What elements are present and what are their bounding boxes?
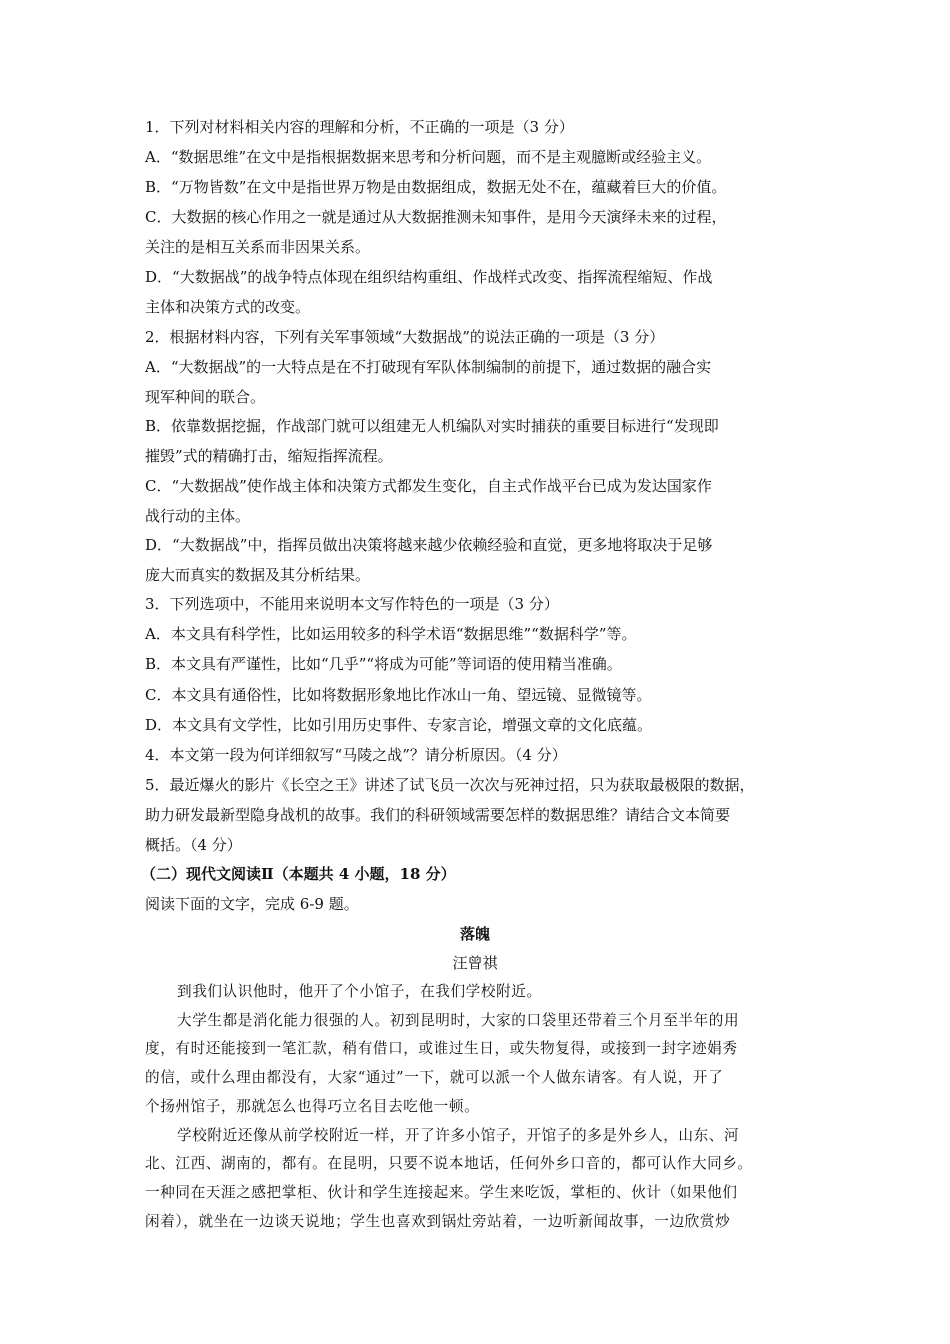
q2-option-a-line2: 现军种间的联合。 (145, 388, 266, 406)
q1-option-d-line2: 主体和决策方式的改变。 (145, 298, 311, 316)
q1-option-b: B．“万物皆数”在文中是指世界万物是由数据组成，数据无处不在，蕴藏着巨大的价值。 (145, 178, 727, 196)
paragraph-line: 的信，或什么理由都没有，大家“通过”一下，就可以派一个人做东请客。有人说，开了 (145, 1069, 724, 1086)
q1-option-a: A．“数据思维”在文中是指根据数据来思考和分析问题，而不是主观臆断或经验主义。 (145, 148, 712, 166)
q2-option-d-line2: 庞大而真实的数据及其分析结果。 (145, 566, 371, 584)
paragraph-line: 大学生都是消化能力很强的人。初到昆明时，大家的口袋里还带着三个月至半年的用 (177, 1012, 740, 1029)
reading-instruction: 阅读下面的文字，完成 6-9 题。 (145, 895, 359, 913)
q1-stem: 1．下列对材料相关内容的理解和分析，不正确的一项是（3 分） (145, 118, 574, 136)
q2-option-c-line1: C．“大数据战”使作战主体和决策方式都发生变化，自主式作战平台已成为发达国家作 (145, 477, 712, 495)
q2-option-b-line1: B．依靠数据挖掘，作战部门就可以组建无人机编队对实时捕获的重要目标进行“发现即 (145, 417, 719, 435)
paragraph-line: 到我们认识他时，他开了个小馆子，在我们学校附近。 (177, 983, 542, 1000)
q2-option-c-line2: 战行动的主体。 (145, 507, 251, 525)
paragraph-line: 北、江西、湖南的，都有。在昆明，只要不说本地话，任何外乡口音的，都可认作大同乡。 (145, 1155, 753, 1172)
paragraph-line: 度，有时还能接到一笔汇款，稍有借口，或谁过生日，或失物复得，或接到一封字迹娟秀 (145, 1040, 738, 1057)
q5-line3: 概括。（4 分） (145, 836, 242, 854)
q1-option-d-line1: D．“大数据战”的战争特点体现在组织结构重组、作战样式改变、指挥流程缩短、作战 (145, 268, 713, 286)
q3-option-b: B．本文具有严谨性，比如“几乎”“将成为可能”等词语的使用精当准确。 (145, 655, 622, 673)
section-heading: （二）现代文阅读Ⅱ（本题共 4 小题，18 分） (141, 865, 456, 883)
q2-option-b-line2: 摧毁”式的精确打击，缩短指挥流程。 (145, 447, 393, 465)
q3-stem: 3．下列选项中，不能用来说明本文写作特色的一项是（3 分） (145, 595, 559, 613)
q2-option-a-line1: A．“大数据战”的一大特点是在不打破现有军队体制编制的前提下，通过数据的融合实 (145, 358, 712, 376)
paragraph-line: 学校附近还像从前学校附近一样，开了许多小馆子，开馆子的多是外乡人，山东、河 (177, 1127, 740, 1144)
paragraph-line: 闲着），就坐在一边谈天说地；学生也喜欢到锅灶旁站着，一边听新闻故事，一边欣赏炒 (145, 1213, 731, 1230)
article-author: 汪曾祺 (452, 954, 498, 972)
q3-option-c: C．本文具有通俗性，比如将数据形象地比作冰山一角、望远镜、显微镜等。 (145, 686, 652, 704)
q4-stem: 4．本文第一段为何详细叙写“马陵之战”？请分析原因。（4 分） (145, 746, 567, 764)
q5-line2: 助力研发最新型隐身战机的故事。我们的科研领域需要怎样的数据思维？请结合文本简要 (145, 806, 731, 824)
q3-option-a: A．本文具有科学性，比如运用较多的科学术语“数据思维”“数据科学”等。 (145, 625, 637, 643)
q2-stem: 2．根据材料内容，下列有关军事领域“大数据战”的说法正确的一项是（3 分） (145, 328, 665, 346)
q1-option-c-line2: 关注的是相互关系而非因果关系。 (145, 238, 371, 256)
q2-option-d-line1: D．“大数据战”中，指挥员做出决策将越来越少依赖经验和直觉，更多地将取决于足够 (145, 536, 713, 554)
q1-option-c-line1: C．大数据的核心作用之一就是通过从大数据推测未知事件，是用今天演绎未来的过程， (145, 208, 727, 226)
q3-option-d: D．本文具有文学性，比如引用历史事件、专家言论，增强文章的文化底蕴。 (145, 716, 653, 734)
paragraph-line: 一种同在天涯之感把掌柜、伙计和学生连接起来。学生来吃饭，掌柜的、伙计（如果他们 (145, 1184, 738, 1201)
q5-line1: 5．最近爆火的影片《长空之王》讲述了试飞员一次次与死神过招，只为获取最极限的数据， (145, 776, 755, 794)
article-title: 落魄 (459, 925, 490, 943)
paragraph-line: 个扬州馆子，那就怎么也得巧立名目去吃他一顿。 (145, 1098, 480, 1115)
